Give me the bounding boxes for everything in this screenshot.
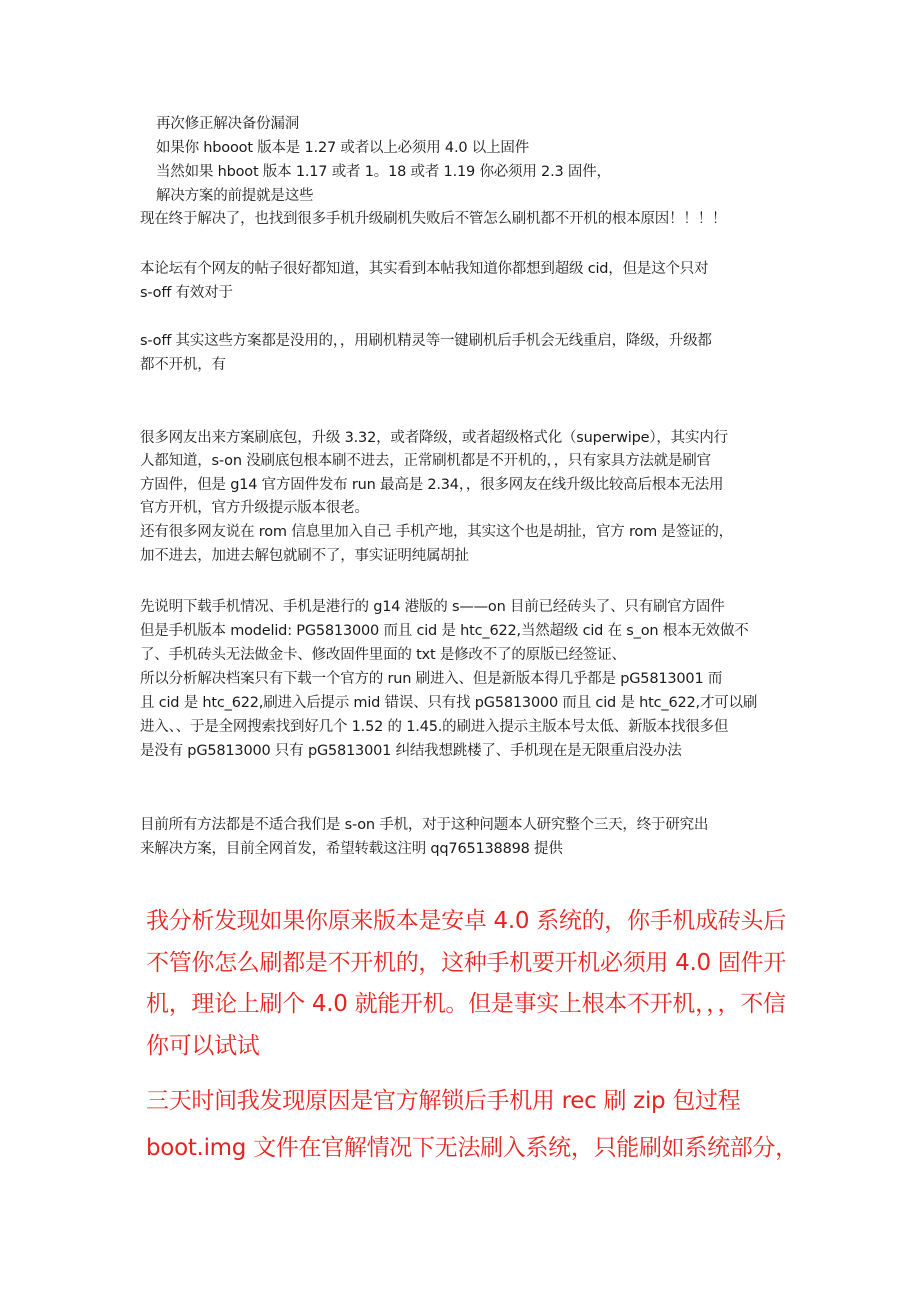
paragraph-line: 本论坛有个网友的帖子很好都知道，其实看到本帖我知道你都想到超级 cid，但是这个只对 — [140, 261, 709, 277]
intro-line: 当然如果 hboot 版本 1.17 或者 1。18 或者 1.19 你必须用 2.3 固件， — [156, 164, 611, 180]
paragraph-line: 现在终于解决了，也找到很多手机升级刷机失败后不管怎么刷机都不开机的根本原因！！！！ — [140, 211, 727, 227]
paragraph-line: s-off 其实这些方案都是没用的，，用刷机精灵等一键刷机后手机会无线重启，降级，升级都 — [140, 333, 712, 349]
paragraph-line: 但是手机版本 modelid: PG5813000 而且 cid 是 htc_622,当然超级 cid 在 s_on 根本无效做不 — [140, 623, 749, 639]
highlight-line: 你可以试试 — [146, 1033, 260, 1059]
paragraph-line: 先说明下载手机情况、手机是港行的 g14 港版的 s——on 目前已经砖头了、只有刷官方固件 — [140, 599, 725, 615]
paragraph-line: 所以分析解决档案只有下载一个官方的 run 刷进入、但是新版本得几乎都是 pG5813001 而 — [140, 671, 723, 687]
highlight-line: boot.img 文件在官解情况下无法刷入系统，只能刷如系统部分， — [146, 1135, 798, 1161]
paragraph-line: s-off 有效对于 — [140, 285, 233, 301]
highlight-line: 我分析发现如果你原来版本是安卓 4.0 系统的，你手机成砖头后 — [146, 908, 786, 934]
paragraph-line: 人都知道，s-on 没刷底包根本刷不进去，正常刷机都是不开机的，，只有家具方法就是刷官 — [140, 453, 711, 469]
paragraph-line: 目前所有方法都是不适合我们是 s-on 手机，对于这种问题本人研究整个三天，终于研究出 — [140, 817, 709, 833]
paragraph-line: 都不开机，有 — [140, 357, 226, 373]
paragraph-line: 了、手机砖头无法做金卡、修改固件里面的 txt 是修改不了的原版已经签证、 — [140, 647, 626, 663]
highlight-line: 三天时间我发现原因是官方解锁后手机用 rec 刷 zip 包过程 — [146, 1088, 741, 1114]
paragraph-line: 方固件，但是 g14 官方固件发布 run 最高是 2.34，，很多网友在线升级比较高后根本无法用 — [140, 477, 724, 493]
paragraph-line: 进入、、于是全网搜索找到好几个 1.52 的 1.45.的刷进入提示主版本号太低、新版本找很多但 — [140, 719, 729, 735]
highlight-line: 机，理论上刷个 4.0 就能开机。但是事实上根本不开机，，，不信 — [146, 991, 786, 1017]
paragraph-line: 很多网友出来方案刷底包，升级 3.32，或者降级，或者超级格式化（superwipe），其实内行 — [140, 430, 728, 446]
highlight-line: 不管你怎么刷都是不开机的，这种手机要开机必须用 4.0 固件开 — [146, 950, 786, 976]
paragraph-line: 加不进去，加进去解包就刷不了，事实证明纯属胡扯 — [140, 548, 469, 564]
paragraph-line: 来解决方案，目前全网首发，希望转载这注明 qq765138898 提供 — [140, 841, 563, 857]
paragraph-line: 且 cid 是 htc_622,刷进入后提示 mid 错误、只有找 pG5813000 而且 cid 是 htc_622,才可以刷 — [140, 695, 758, 711]
paragraph-line: 是没有 pG5813000 只有 pG5813001 纠结我想跳楼了、手机现在是无限重启没办法 — [140, 743, 682, 759]
intro-line: 解决方案的前提就是这些 — [156, 188, 314, 204]
paragraph-line: 官方开机，官方升级提示版本很老。 — [140, 500, 369, 516]
intro-line: 再次修正解决备份漏洞 — [156, 116, 299, 132]
intro-line: 如果你 hbooot 版本是 1.27 或者以上必须用 4.0 以上固件 — [156, 140, 529, 156]
paragraph-line: 还有很多网友说在 rom 信息里加入自己 手机产地，其实这个也是胡扯，官方 rom 是签证的， — [140, 524, 733, 540]
